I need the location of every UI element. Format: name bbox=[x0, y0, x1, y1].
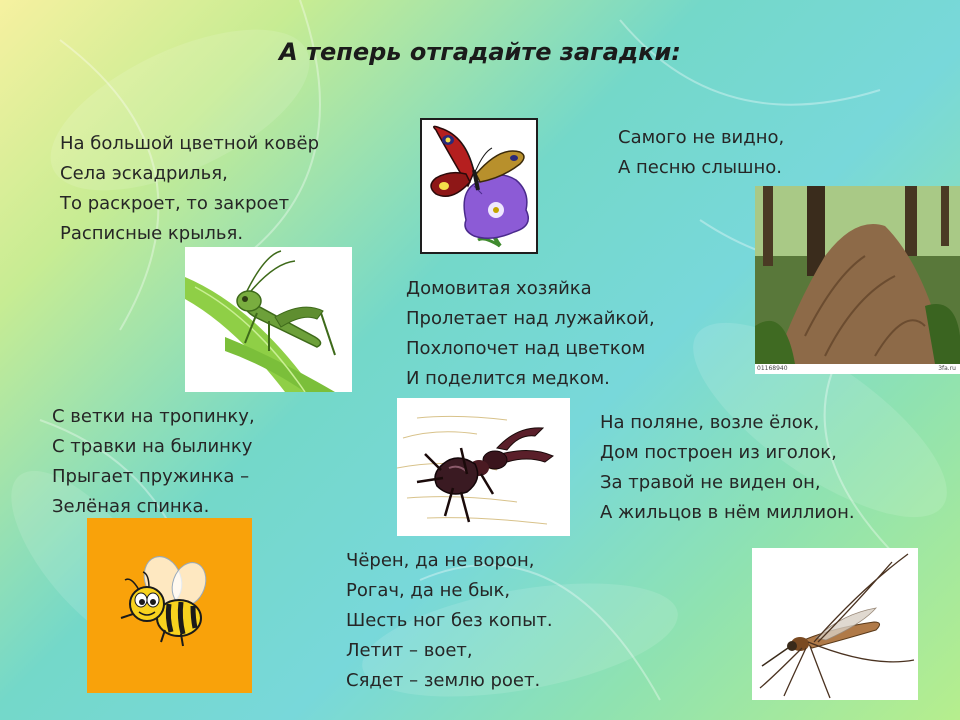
riddle-line: Чёрен, да не ворон, bbox=[346, 550, 535, 571]
mosquito-icon bbox=[752, 548, 918, 700]
bee-picture bbox=[87, 518, 252, 693]
riddle-line: А песню слышно. bbox=[618, 157, 783, 178]
photo-source-caption: 3fa.ru bbox=[938, 365, 956, 372]
butterfly-on-flower-picture bbox=[420, 118, 538, 254]
butterfly-icon bbox=[422, 120, 536, 252]
riddle-line: То раскроет, то закроет bbox=[60, 193, 290, 214]
mosquito-picture bbox=[752, 548, 918, 700]
riddle-line: Пролетает над лужайкой, bbox=[406, 308, 655, 329]
riddle-line: С травки на былинку bbox=[52, 436, 253, 457]
riddle-line: И поделится медком. bbox=[406, 368, 610, 389]
stag-beetle-picture bbox=[397, 398, 570, 536]
riddle-line: На большой цветной ковёр bbox=[60, 133, 320, 154]
grasshopper-icon bbox=[185, 247, 352, 392]
riddle-line: Шесть ног без копыт. bbox=[346, 610, 553, 631]
riddle-line: Дом построен из иголок, bbox=[600, 442, 837, 463]
riddle-line: На поляне, возле ёлок, bbox=[600, 412, 820, 433]
riddle-ant bbox=[600, 408, 855, 528]
grasshopper-picture bbox=[185, 247, 352, 392]
riddle-butterfly bbox=[60, 129, 319, 249]
riddle-line: А жильцов в нём миллион. bbox=[600, 502, 855, 523]
riddle-line: За травой не виден он, bbox=[600, 472, 821, 493]
riddle-grasshopper bbox=[52, 402, 255, 522]
riddle-bee bbox=[406, 274, 655, 394]
anthill-icon bbox=[755, 186, 960, 374]
riddle-line: Летит – воет, bbox=[346, 640, 473, 661]
slide-title: А теперь отгадайте загадки: bbox=[279, 38, 681, 66]
riddle-line: Прыгает пружинка – bbox=[52, 466, 250, 487]
anthill-photo bbox=[755, 186, 960, 374]
riddle-line: Сядет – землю роет. bbox=[346, 670, 541, 691]
bee-icon bbox=[87, 518, 252, 693]
riddle-line: Самого не видно, bbox=[618, 127, 785, 148]
riddle-line: Рогач, да не бык, bbox=[346, 580, 511, 601]
riddle-cricket bbox=[618, 123, 784, 183]
stag-beetle-icon bbox=[397, 398, 570, 536]
riddle-line: С ветки на тропинку, bbox=[52, 406, 255, 427]
riddle-line: Расписные крылья. bbox=[60, 223, 244, 244]
photo-id-caption: 01168940 bbox=[757, 365, 788, 372]
riddle-line: Домовитая хозяйка bbox=[406, 278, 592, 299]
riddle-beetle bbox=[346, 546, 553, 696]
riddle-line: Села эскадрилья, bbox=[60, 163, 228, 184]
riddle-line: Похлопочет над цветком bbox=[406, 338, 646, 359]
riddle-line: Зелёная спинка. bbox=[52, 496, 210, 517]
